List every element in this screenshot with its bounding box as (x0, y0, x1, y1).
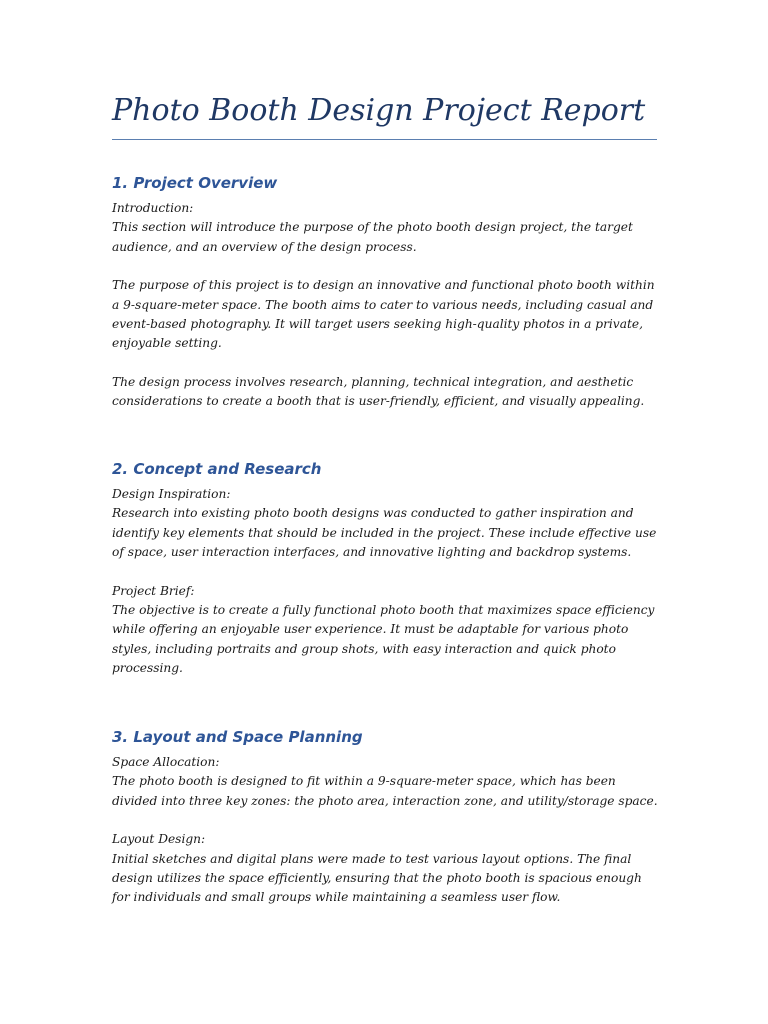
paragraph-introduction: This section will introduce the purpose of the photo booth design project, the target audience, and an overview of the design process. (112, 220, 633, 254)
paragraph-space-allocation: The photo booth is designed to fit within a 9-square-meter space, which has been divided into three key zones: the photo area, interaction zone, and utility/storage space. (112, 774, 658, 808)
section-project-overview (112, 169, 662, 412)
paragraph-purpose: The purpose of this project is to design an innovative and functional photo booth within a 9-square-meter space. The booth aims to cater to various needs, including casual and event-based photography. It will target users seeking high-quality photos in a private, enjoyable setting. (112, 278, 655, 351)
subheading-space-allocation: Space Allocation: (112, 755, 220, 769)
section-concept-research (112, 455, 662, 679)
paragraph-gap (112, 257, 662, 276)
paragraph-gap (112, 811, 662, 830)
paragraph-gap (112, 563, 662, 582)
subheading-layout-design: Layout Design: (112, 832, 206, 847)
subheading-introduction: Introduction: (112, 201, 194, 215)
section-heading: 2. Concept and Research (112, 460, 322, 478)
subheading-project-brief: Project Brief: (112, 583, 195, 598)
paragraph-project-brief: The objective is to create a fully functional photo booth that maximizes space efficiency while offering an enjoyable user experience. It must be adaptable for various photo styles, including portraits and group shots, with easy interaction and quick photo processing. (112, 603, 655, 676)
section-heading: 3. Layout and Space Planning (112, 728, 363, 746)
subheading-design-inspiration: Design Inspiration: (112, 487, 231, 501)
paragraph-design-inspiration: Research into existing photo booth designs was conducted to gather inspiration and identify key elements that should be included in the project. These include effective use of space, user interaction interfaces, and innovative lighting and backdrop systems. (112, 506, 657, 560)
section-heading: 1. Project Overview (112, 174, 278, 192)
paragraph-gap (112, 354, 662, 373)
document-title: Photo Booth Design Project Report (112, 93, 646, 128)
section-layout-space-planning (112, 723, 662, 908)
paragraph-design-process: The design process involves research, planning, technical integration, and aesthetic considerations to create a booth that is user-friendly, efficient, and visually appealing. (112, 374, 645, 409)
paragraph-layout-design: Initial sketches and digital plans were made to test various layout options. The final design utilizes the space efficiently, ensuring that the photo booth is spacious enough for individuals and small groups while maintaining a seamless user flow. (112, 851, 642, 905)
title-divider (112, 139, 657, 140)
